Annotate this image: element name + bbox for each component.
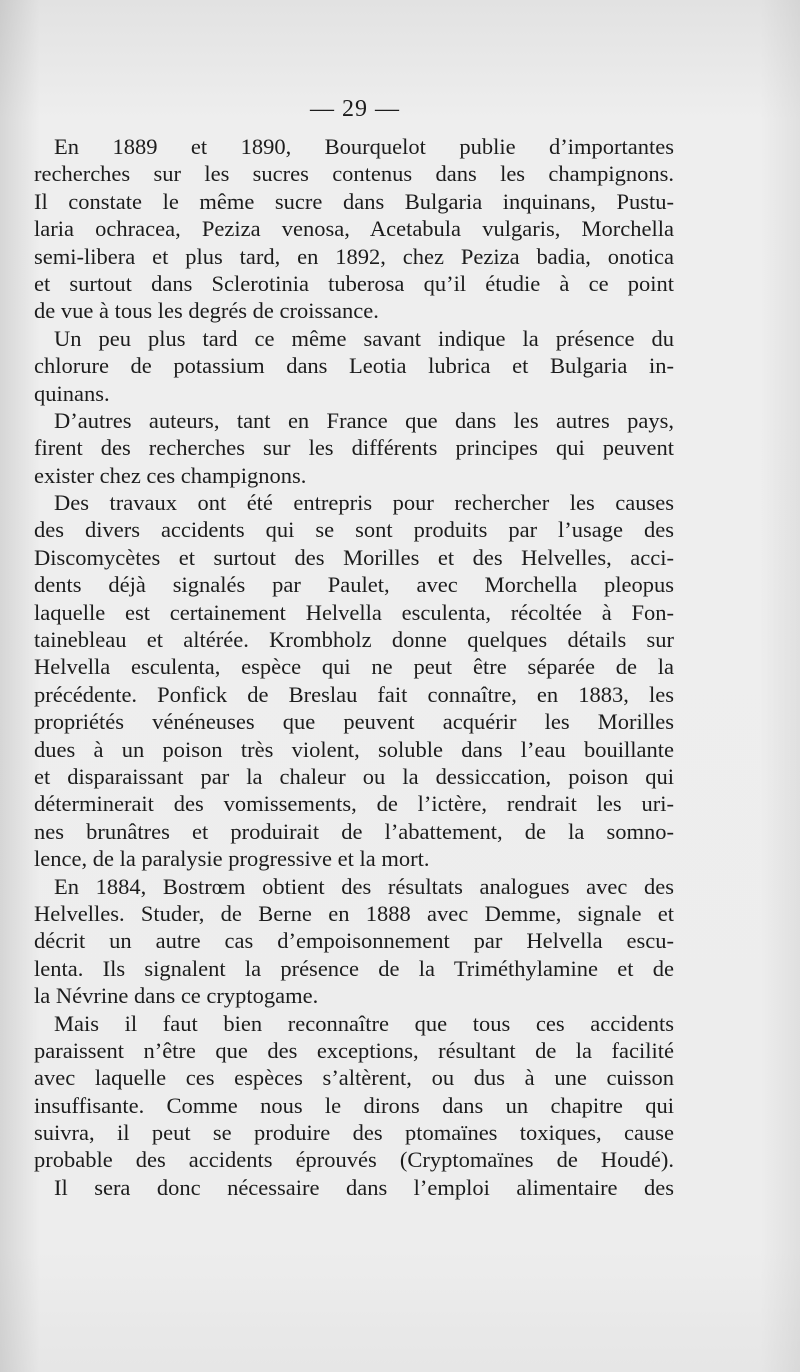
text-line: firent des recherches sur les différents principes qui peuvent xyxy=(34,435,674,461)
text-line: Helvella esculenta, espèce qui ne peut être séparée de la xyxy=(34,654,674,680)
text-line: dues à un poison très violent, soluble dans l’eau bouillante xyxy=(34,736,674,762)
page-number: — 29 — xyxy=(310,96,400,122)
text-line: chlorure de potassium dans Leotia lubrica et Bulgaria in- xyxy=(34,353,674,379)
text-line: recherches sur les sucres contenus dans les champignons. xyxy=(34,161,674,187)
text-line: En 1889 et 1890, Bourquelot publie d’importantes xyxy=(54,134,674,159)
text-line: Discomycètes et surtout des Morilles et des Helvelles, acci- xyxy=(34,544,674,570)
text-line: déterminerait des vomissements, de l’ictère, rendrait les uri- xyxy=(34,791,674,817)
text-line: semi-libera et plus tard, en 1892, chez Peziza badia, onotica xyxy=(34,243,674,269)
text-line: Il sera donc nécessaire dans l’emploi alimentaire des xyxy=(54,1174,674,1200)
text-line: exister chez ces champignons. xyxy=(34,462,307,488)
body-text xyxy=(34,133,674,1201)
text-line: paraissent n’être que des exceptions, résultant de la facilité xyxy=(34,1037,674,1063)
text-line: suivra, il peut se produire des ptomaïnes toxiques, cause xyxy=(34,1120,674,1146)
text-line: lenta. Ils signalent la présence de la Triméthylamine et de xyxy=(34,955,674,981)
text-line: propriétés vénéneuses que peuvent acquérir les Morilles xyxy=(34,709,674,735)
text-line: décrit un autre cas d’empoisonnement par Helvella escu- xyxy=(34,928,674,954)
text-line: lence, de la paralysie progressive et la mort. xyxy=(34,846,430,872)
text-line: probable des accidents éprouvés (Cryptomaïnes de Houdé). xyxy=(34,1147,674,1173)
text-line: Mais il faut bien reconnaître que tous ces accidents xyxy=(54,1010,674,1036)
text-line: Des travaux ont été entrepris pour rechercher les causes xyxy=(54,490,674,516)
text-line: de vue à tous les degrés de croissance. xyxy=(34,298,379,324)
text-line: nes brunâtres et produirait de l’abattement, de la somno- xyxy=(34,818,674,844)
text-line: En 1884, Bostrœm obtient des résultats analogues avec des xyxy=(54,873,674,899)
text-line: avec laquelle ces espèces s’altèrent, ou dus à une cuisson xyxy=(34,1065,674,1091)
text-line: précédente. Ponfick de Breslau fait connaître, en 1883, les xyxy=(34,681,674,707)
text-line: tainebleau et altérée. Krombholz donne quelques détails sur xyxy=(34,627,674,653)
text-line: et surtout dans Sclerotinia tuberosa qu’il étudie à ce point xyxy=(34,270,674,296)
text-line: quinans. xyxy=(34,380,110,406)
text-line: et disparaissant par la chaleur ou la dessiccation, poison qui xyxy=(34,763,674,789)
text-line: Helvelles. Studer, de Berne en 1888 avec Demme, signale et xyxy=(34,900,674,926)
text-line: des divers accidents qui se sont produits par l’usage des xyxy=(34,517,674,543)
text-line: la Névrine dans ce cryptogame. xyxy=(34,983,319,1009)
text-line: laria ochracea, Peziza venosa, Acetabula vulgaris, Morchella xyxy=(34,216,674,242)
text-line: D’autres auteurs, tant en France que dans les autres pays, xyxy=(54,407,674,433)
text-line: dents déjà signalés par Paulet, avec Morchella pleopus xyxy=(34,572,674,598)
text-line: Il constate le même sucre dans Bulgaria inquinans, Pustu- xyxy=(34,188,674,214)
text-line: insuffisante. Comme nous le dirons dans un chapitre qui xyxy=(34,1092,674,1118)
text-line: laquelle est certainement Helvella esculenta, récoltée à Fon- xyxy=(34,599,674,625)
text-line: Un peu plus tard ce même savant indique la présence du xyxy=(54,325,674,351)
